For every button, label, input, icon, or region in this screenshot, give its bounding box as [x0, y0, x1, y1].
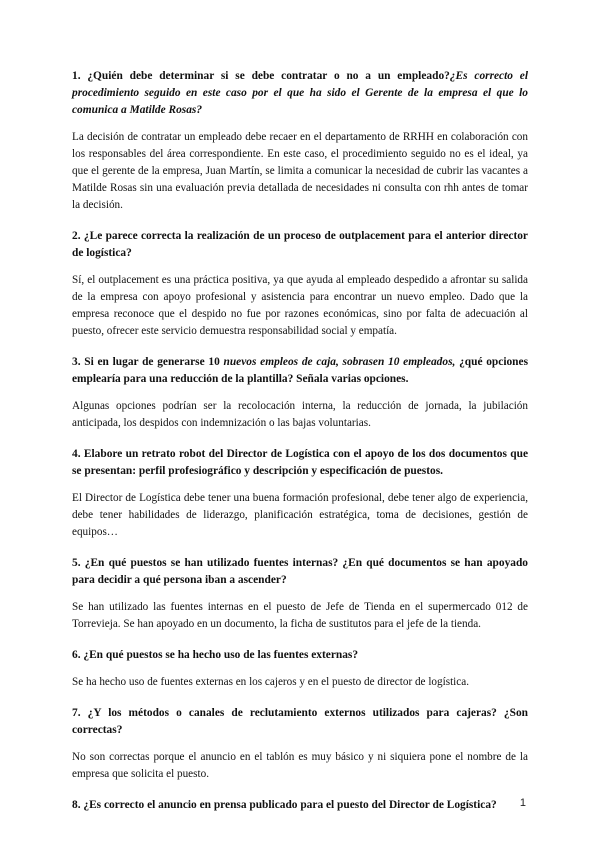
qa-block-1 — [72, 68, 528, 214]
question-1: 1. ¿Quién debe determinar si se debe contratar o no a un empleado?¿Es correcto el procedimiento seguido en este caso por el que ha sido el Gerente de la empresa el que lo comunica a Matilde Rosas? — [72, 70, 529, 116]
answer-4: El Director de Logística debe tener una buena formación profesional, debe tener algo de experiencia, debe tener habilidades de liderazgo, planificación estratégica, toma de decisiones, gestión de equipos… — [72, 492, 528, 538]
qa-block-2 — [72, 228, 528, 340]
answer-6: Se ha hecho uso de fuentes externas en los cajeros y en el puesto de director de logística. — [72, 676, 470, 688]
answer-2: Sí, el outplacement es una práctica positiva, ya que ayuda al empleado despedido a afrontar su salida de la empresa con apoyo profesional y asistencia para encontrar un nuevo empleo. Dado que la empresa reconoce que el despido no fue por razones económicas, sino por falta de adecuación al puesto, ofrecer este servicio demuestra responsabilidad social y empatía. — [72, 274, 528, 337]
answer-3: Algunas opciones podrían ser la recolocación interna, la reducción de jornada, la jubilación anticipada, los despidos con indemnización o las bajas voluntarias. — [72, 400, 528, 429]
question-8: 8. ¿Es correcto el anuncio en prensa publicado para el puesto del Director de Logística? — [72, 799, 497, 811]
page-number: 1 — [519, 797, 526, 809]
question-3: 3. Si en lugar de generarse 10 nuevos empleos de caja, sobrasen 10 empleados, ¿qué opciones emplearía para una reducción de la plantilla? Señala varias opciones. — [72, 356, 528, 385]
qa-block-3 — [72, 354, 528, 432]
answer-1: La decisión de contratar un empleado debe recaer en el departamento de RRHH en colaboración con los responsables del área correspondiente. En este caso, el procedimiento seguido no es el ideal, ya que el gerente de la empresa, Juan Martín, se limita a comunicar la necesidad de cubrir las vacantes a Matilde Rosas sin una evaluación previa detallada de necesidades ni consulta con rhh antes de tomar la decisión. — [72, 131, 528, 211]
question-5: 5. ¿En qué puestos se han utilizado fuentes internas? ¿En qué documentos se han apoyado para decidir a qué persona iban a ascender? — [72, 557, 528, 586]
question-2: 2. ¿Le parece correcta la realización de un proceso de outplacement para el anterior director de logística? — [72, 230, 528, 259]
answer-7: No son correctas porque el anuncio en el tablón es muy básico y ni siquiera pone el nombre de la empresa que solicita el puesto. — [72, 751, 528, 780]
qa-block-8 — [72, 797, 528, 814]
question-6: 6. ¿En qué puestos se ha hecho uso de las fuentes externas? — [72, 649, 359, 661]
answer-5: Se han utilizado las fuentes internas en el puesto de Jefe de Tienda en el supermercado 012 de Torrevieja. Se han apoyado en un documento, la ficha de sustitutos para el jefe de la tienda. — [72, 601, 528, 630]
qa-block-4 — [72, 446, 528, 541]
qa-block-6 — [72, 647, 528, 691]
question-7: 7. ¿Y los métodos o canales de reclutamiento externos utilizados para cajeras? ¿Son correctas? — [72, 707, 528, 736]
qa-block-7 — [72, 705, 528, 783]
document-page — [72, 68, 528, 824]
qa-block-5 — [72, 555, 528, 633]
question-4: 4. Elabore un retrato robot del Director de Logística con el apoyo de los dos documentos que se presentan: perfil profesiográfico y descripción y especificación de puestos. — [72, 448, 528, 477]
